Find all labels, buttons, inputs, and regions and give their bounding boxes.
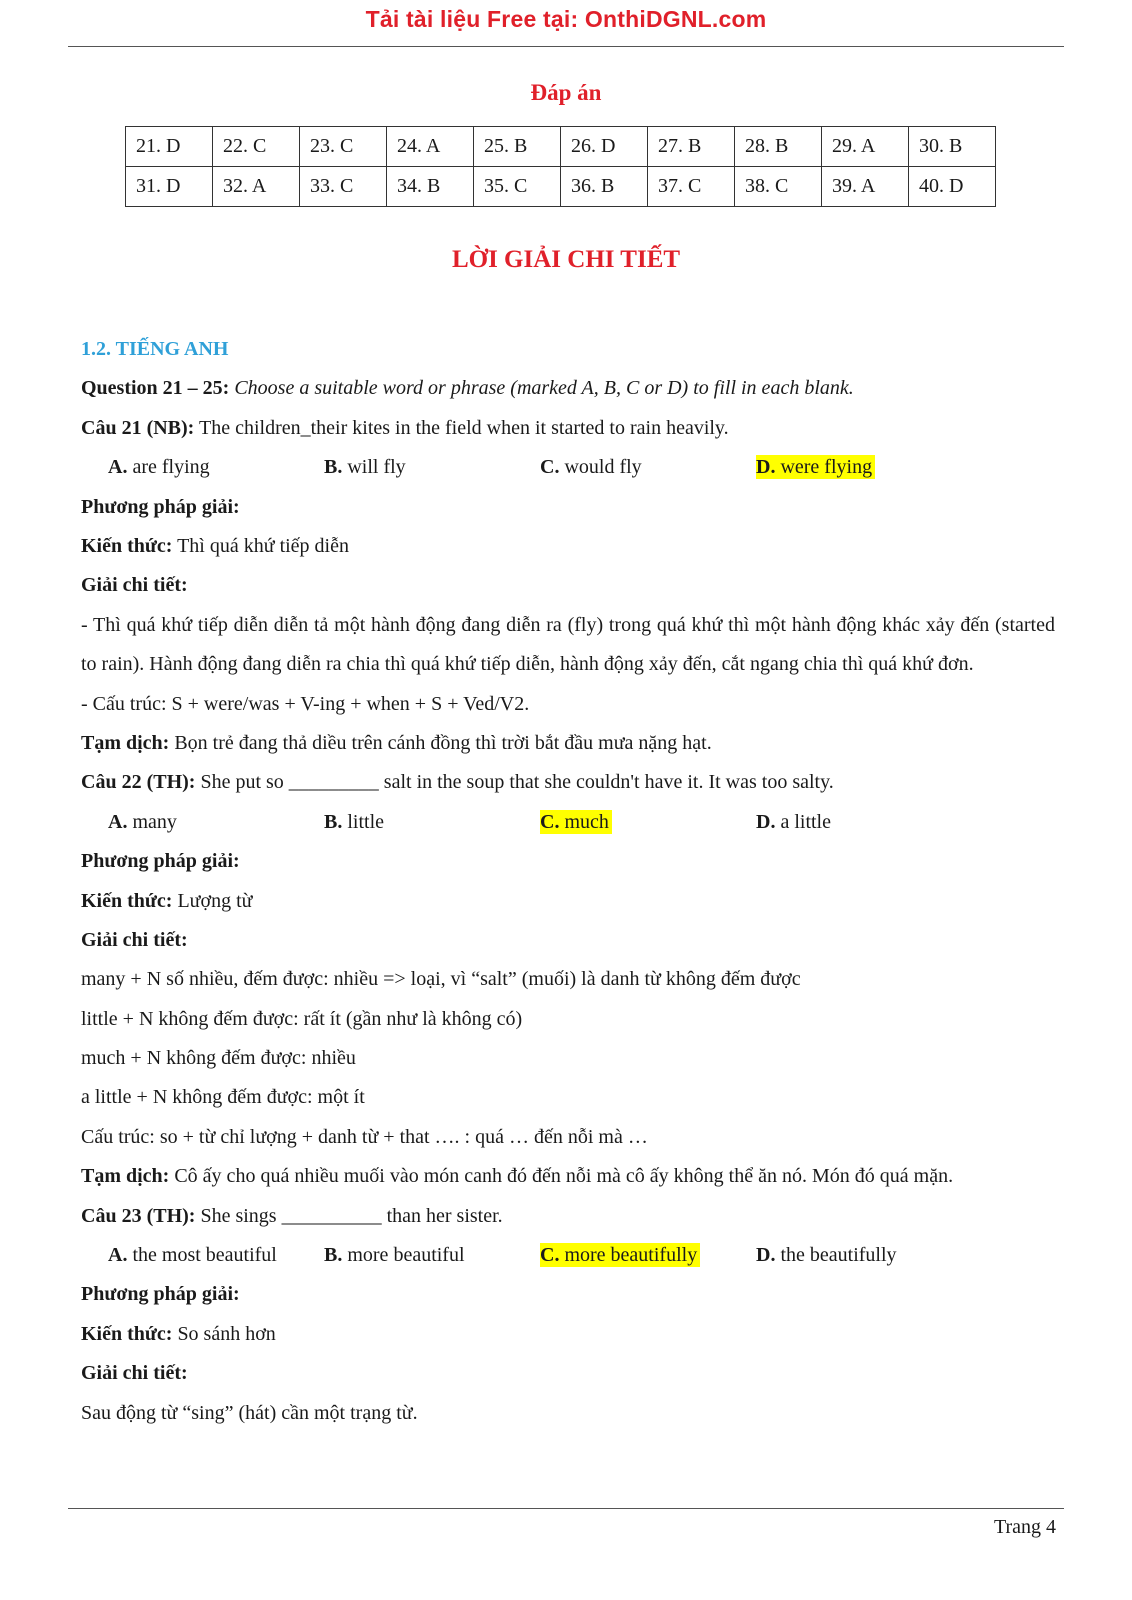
q21-detail-paragraph: - Thì quá khứ tiếp diễn diễn tả một hành động đang diễn ra (fly) trong quá khứ thì một hành động khác xảy đến (started to rain). Hành động đang diễn ra chia thì quá khứ tiếp diễn, hành động xảy đến, cắt ngang chia thì quá khứ đơn. — [81, 613, 1055, 676]
knowledge-text: Lượng từ — [177, 889, 253, 912]
option-text: a little — [780, 810, 831, 833]
answer-cell: 32. A — [213, 167, 300, 207]
q21-translation — [81, 724, 1055, 763]
q22-detail-line: a little + N không đếm được: một ít — [81, 1086, 365, 1109]
translation-label: Tạm dịch: — [81, 1165, 170, 1188]
q21-knowledge — [81, 527, 1055, 566]
header-source-link[interactable]: Tải tài liệu Free tại: OnthiDGNL.com — [365, 6, 767, 32]
answer-cell: 39. A — [822, 167, 909, 207]
answer-cell: 33. C — [300, 167, 387, 207]
q21-label: Câu 21 (NB): — [81, 416, 195, 439]
option-letter: D. — [756, 456, 776, 479]
q21-text: The children_their kites in the field when it started to rain heavily. — [198, 416, 729, 439]
answer-cell: 27. B — [648, 127, 735, 167]
translation-label: Tạm dịch: — [81, 731, 170, 754]
option-letter: D. — [756, 810, 776, 833]
option-text: would fly — [564, 456, 642, 479]
option-text: much — [564, 810, 609, 833]
answer-cell: 40. D — [909, 167, 996, 207]
solution-content — [81, 330, 1055, 1433]
q22-translation — [81, 1157, 1055, 1196]
q22-options — [81, 803, 1055, 842]
answer-cell: 31. D — [126, 167, 213, 207]
q21-options — [81, 448, 1055, 487]
q22-knowledge — [81, 882, 1055, 921]
option-letter: B. — [324, 456, 343, 479]
answer-cell: 29. A — [822, 127, 909, 167]
q23-label: Câu 23 (TH): — [81, 1204, 196, 1227]
answer-cell: 28. B — [735, 127, 822, 167]
q23-method-label: Phương pháp giải: — [81, 1283, 240, 1306]
translation-text: Cô ấy cho quá nhiều muối vào món canh đó đến nỗi mà cô ấy không thể ăn nó. Món đó quá mặn. — [174, 1165, 954, 1188]
q21-option-c — [540, 448, 756, 487]
q23-detail-label: Giải chi tiết: — [81, 1362, 188, 1385]
q22-detail-line: many + N số nhiều, đếm được: nhiều => loại, vì “salt” (muối) là danh từ không đếm được — [81, 968, 801, 991]
q22-detail-line: little + N không đếm được: rất ít (gần như là không có) — [81, 1007, 523, 1030]
q21-structure: - Cấu trúc: S + were/was + V-ing + when + S + Ved/V2. — [81, 692, 530, 715]
option-letter: C. — [540, 456, 560, 479]
q23-option-d — [756, 1236, 972, 1275]
answer-cell: 22. C — [213, 127, 300, 167]
footer-divider — [68, 1508, 1064, 1509]
instruction-text: Choose a suitable word or phrase (marked A, B, C or D) to fill in each blank. — [234, 377, 854, 400]
q23-option-b — [324, 1236, 540, 1275]
q22-option-b — [324, 803, 540, 842]
option-letter: C. — [540, 810, 560, 833]
q21-option-a — [108, 448, 324, 487]
q23-knowledge — [81, 1315, 1055, 1354]
q23-text: She sings __________ than her sister. — [200, 1204, 503, 1227]
answer-cell: 25. B — [474, 127, 561, 167]
q22-option-d — [756, 803, 972, 842]
answer-key-table — [125, 126, 996, 207]
answer-row — [126, 127, 996, 167]
knowledge-label: Kiến thức: — [81, 1322, 173, 1345]
option-text: many — [132, 810, 177, 833]
answer-cell: 38. C — [735, 167, 822, 207]
answer-cell: 30. B — [909, 127, 996, 167]
q22-detail-line: Cấu trúc: so + từ chỉ lượng + danh từ + that …. : quá … đến nỗi mà … — [81, 1125, 648, 1148]
q23-stem — [81, 1197, 1055, 1236]
option-letter: A. — [108, 1244, 128, 1267]
q23-options — [81, 1236, 1055, 1275]
answer-cell: 36. B — [561, 167, 648, 207]
option-text: more beautifully — [564, 1244, 698, 1267]
option-text: little — [347, 810, 385, 833]
answer-cell: 26. D — [561, 127, 648, 167]
q21-option-b — [324, 448, 540, 487]
q22-stem — [81, 763, 1055, 802]
q23-option-a — [108, 1236, 324, 1275]
q22-label: Câu 22 (TH): — [81, 771, 196, 794]
knowledge-label: Kiến thức: — [81, 889, 173, 912]
option-letter: A. — [108, 456, 128, 479]
answer-row — [126, 167, 996, 207]
option-text: are flying — [132, 456, 210, 479]
option-letter: B. — [324, 1244, 343, 1267]
option-letter: A. — [108, 810, 128, 833]
answer-cell: 24. A — [387, 127, 474, 167]
option-text: the beautifully — [780, 1244, 897, 1267]
q22-detail-label: Giải chi tiết: — [81, 928, 188, 951]
question-instruction — [81, 369, 1055, 408]
answer-cell: 35. C — [474, 167, 561, 207]
section-title: LỜI GIẢI CHI TIẾT — [451, 246, 681, 273]
q22-method-label: Phương pháp giải: — [81, 850, 240, 873]
q23-option-c-correct — [540, 1236, 756, 1275]
option-text: the most beautiful — [132, 1244, 277, 1267]
answer-cell: 34. B — [387, 167, 474, 207]
knowledge-label: Kiến thức: — [81, 534, 173, 557]
option-letter: B. — [324, 810, 343, 833]
q22-option-c-correct — [540, 803, 756, 842]
option-text: will fly — [347, 456, 406, 479]
translation-text: Bọn trẻ đang thả diều trên cánh đồng thì trời bắt đầu mưa nặng hạt. — [174, 731, 712, 754]
answer-cell: 37. C — [648, 167, 735, 207]
lesson-title: 1.2. TIẾNG ANH — [81, 338, 229, 360]
header-divider — [68, 46, 1064, 47]
instruction-label: Question 21 – 25: — [81, 377, 230, 400]
q21-stem — [81, 409, 1055, 448]
answer-cell: 21. D — [126, 127, 213, 167]
option-text: more beautiful — [347, 1244, 465, 1267]
q22-option-a — [108, 803, 324, 842]
q23-detail-line: Sau động từ “sing” (hát) cần một trạng từ. — [81, 1401, 418, 1424]
q21-method-label: Phương pháp giải: — [81, 495, 240, 518]
q22-text: She put so _________ salt in the soup that she couldn't have it. It was too salty. — [200, 771, 834, 794]
answer-cell: 23. C — [300, 127, 387, 167]
option-letter: C. — [540, 1244, 560, 1267]
option-text: were flying — [780, 456, 873, 479]
q22-detail-line: much + N không đếm được: nhiều — [81, 1047, 356, 1070]
q21-option-d-correct — [756, 448, 972, 487]
option-letter: D. — [756, 1244, 776, 1267]
knowledge-text: Thì quá khứ tiếp diễn — [177, 534, 349, 557]
answer-key-title: Đáp án — [530, 80, 602, 105]
q21-detail-label: Giải chi tiết: — [81, 574, 188, 597]
knowledge-text: So sánh hơn — [177, 1322, 276, 1345]
page-number: Trang 4 — [993, 1516, 1056, 1538]
